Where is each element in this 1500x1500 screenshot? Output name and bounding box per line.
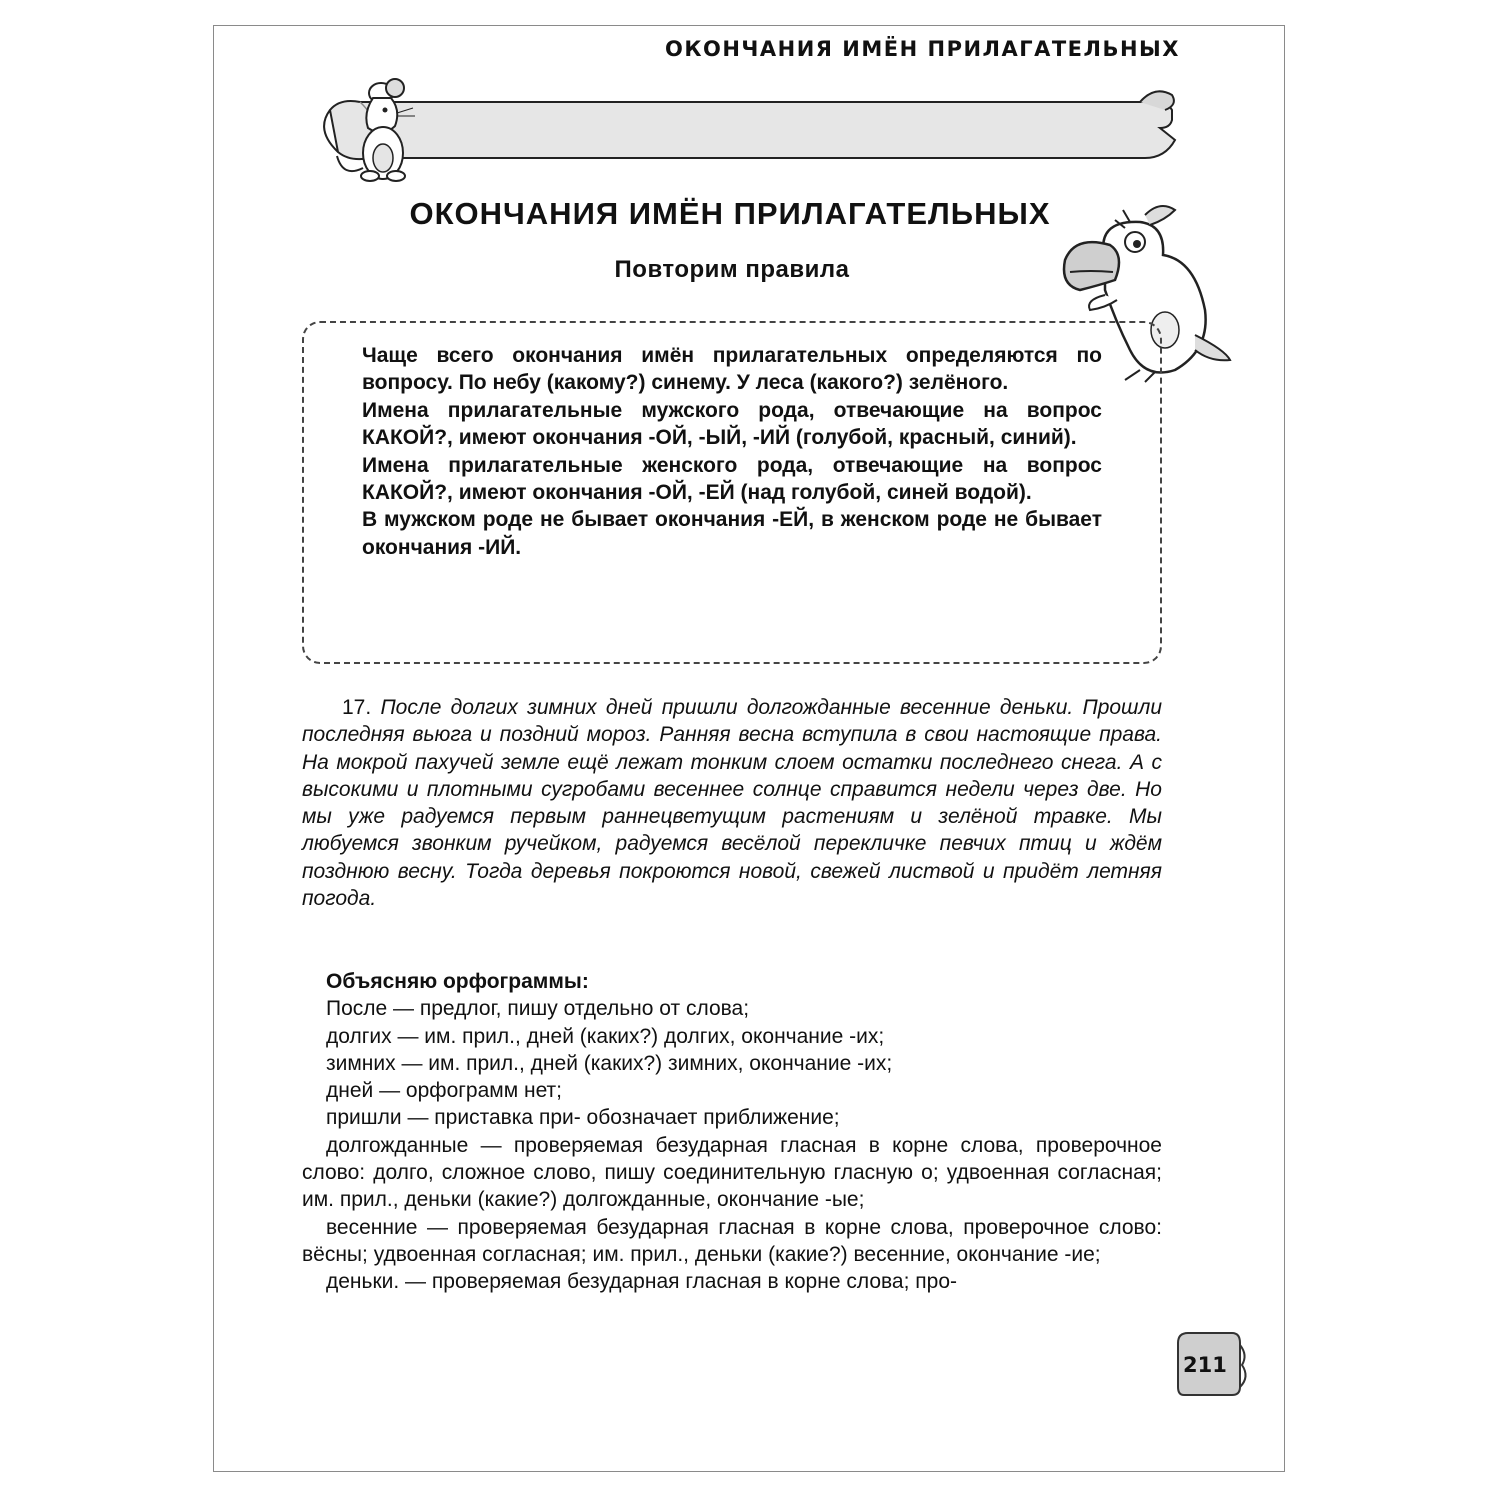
rule-paragraph-2: Имена прилагательные мужского рода, отвечающие на вопрос КАКОЙ?, имеют окончания -ОЙ, -ЫЙ, -ИЙ (голубой, красный, синий). (362, 398, 1102, 450)
page-title: ОКОНЧАНИЯ ИМЁН ПРИЛАГАТЕЛЬНЫХ (409, 196, 1051, 231)
rule-paragraph-1: Чаще всего окончания имён прилагательных определяются по вопросу. По небу (какому?) синему. У леса (какого?) зелёного. (362, 344, 1102, 395)
explanation-section (302, 968, 1162, 1296)
exercise-number: 17. (342, 696, 372, 719)
mouse-illustration-icon (333, 68, 425, 203)
explanation-entry: весенние — проверяемая безударная гласная в корне слова, проверочное слово: вёсны; удвоенная согласная; им. прил., деньки (какие?) весенние, окончание -ие; (302, 1215, 1162, 1266)
rules-text (362, 342, 1102, 561)
rule-paragraph-4: В мужском роде не бывает окончания -ЕЙ, в женском роде не бывает окончания -ИЙ. (362, 508, 1102, 559)
explanation-entry: дней — орфограмм нет; (326, 1079, 563, 1103)
rule-paragraph-3: Имена прилагательные женского рода, отвечающие на вопрос КАКОЙ?, имеют окончания -ОЙ, -ЕЙ (над голубой, синей водой). (362, 453, 1102, 505)
page-subtitle: Повторим правила (614, 256, 850, 283)
explanation-entry: пришли — приставка при- обозначает приближение; (326, 1106, 840, 1130)
explanation-entry: долгих — им. прил., дней (каких?) долгих, окончание -их; (326, 1024, 885, 1048)
explanation-entry: После — предлог, пишу отдельно от слова; (326, 997, 750, 1021)
explanation-entry: деньки. — проверяемая безударная гласная в корне слова; про- (326, 1270, 957, 1294)
explanation-heading: Объясняю орфограммы: (326, 970, 589, 993)
exercise-text: После долгих зимних дней пришли долгожданные весенние деньки. Прошли последняя вьюга и поздний мороз. Ранняя весна вступила в свои настоящие права. На мокрой пахучей земле ещё лежат тонким слоем остатки последнего снега. А с высокими и плотными сугробами весеннее солнце справится недели через две. Но мы уже радуемся первым раннецветущим растениям и зелёной травке. Мы любуемся звонким ручейком, радуемся весёлой перекличке певчих птиц и ждём позднюю весну. Тогда деревья покроются новой, свежей листвой и придёт летняя погода. (302, 696, 1163, 911)
page-number: 211 (1183, 1353, 1227, 1377)
ribbon-title: ОКОНЧАНИЯ ИМЁН ПРИЛАГАТЕЛЬНЫХ (664, 37, 1180, 61)
explanation-entry: зимних — им. прил., дней (каких?) зимних, окончание -их; (326, 1051, 893, 1075)
exercise-17 (302, 694, 1162, 912)
explanation-entry: долгожданные — проверяемая безударная гласная в корне слова, проверочное слово: долго, сложное слово, пишу соединительную гласную о; удвоенная согласная; им. прил., деньки (какие?) долгожданные, окончание -ые; (302, 1133, 1162, 1212)
